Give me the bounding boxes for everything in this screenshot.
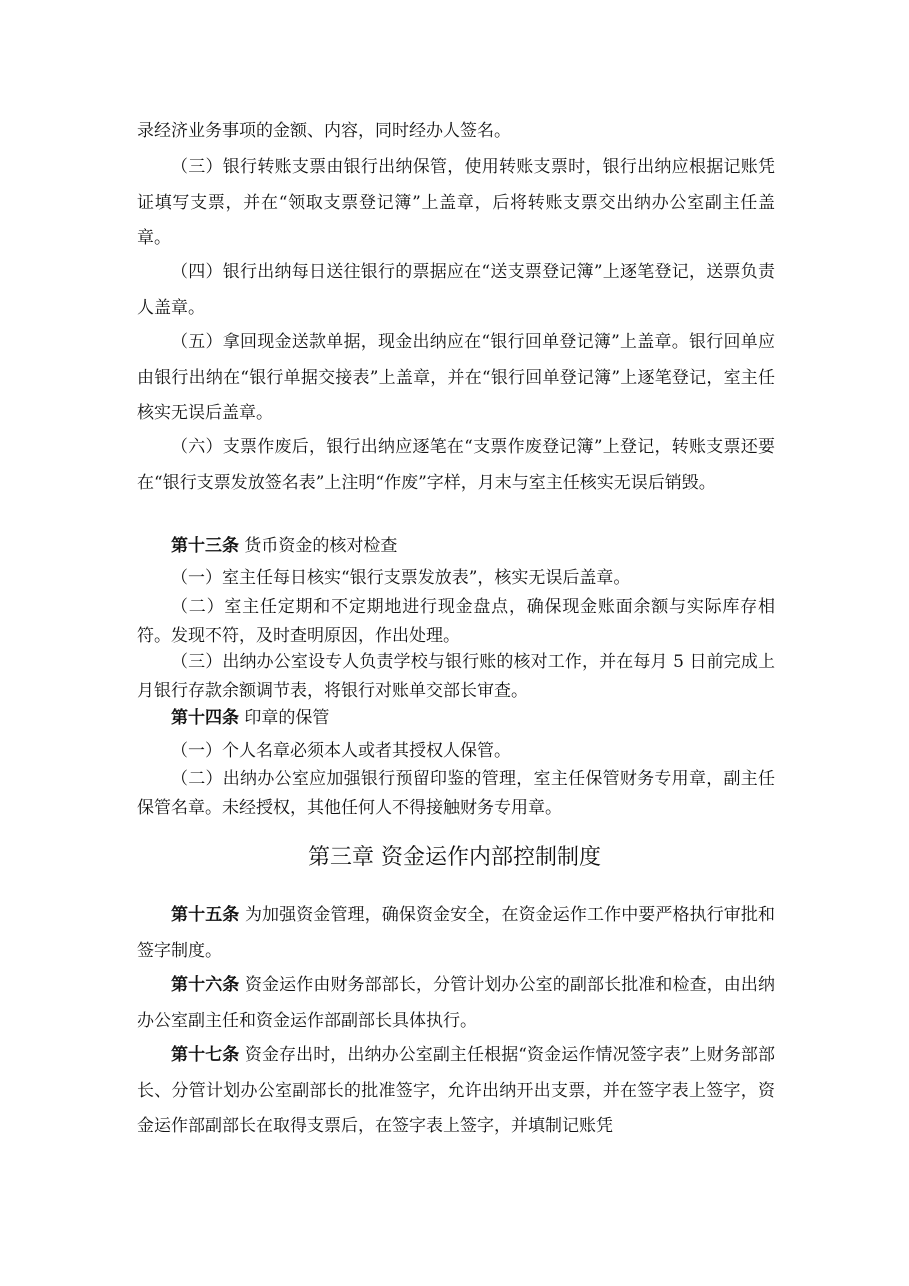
article-13-text: 货币资金的核对检查 <box>244 536 398 556</box>
paragraph-item-4-bill-delivery: （四）银行出纳每日送往银行的票据应在“送支票登记簿”上逐笔登记，送票负责人盖章。 <box>137 262 775 318</box>
paragraph-13-item-3: （三）出纳办公室设专人负责学校与银行账的核对工作，并在每月 5 日前完成上月银行存款余额调节表，将银行对账单交部长审查。 <box>137 652 775 701</box>
paragraph-13-item-1: （一）室主任每日核实“银行支票发放表”，核实无误后盖章。 <box>171 568 631 588</box>
paragraph-item-5-cash-receipt: （五）拿回现金送款单据，现金出纳应在“银行回单登记簿”上盖章。银行回单应由银行出纳在“银行单据交接表”上盖章，并在“银行回单登记簿”上逐笔登记，室主任核实无误后盖章。 <box>137 332 775 423</box>
article-17-label: 第十七条 <box>171 1045 240 1065</box>
article-13-label: 第十三条 <box>171 536 239 556</box>
article-15 <box>137 898 775 969</box>
article-16-label: 第十六条 <box>171 975 240 995</box>
article-14-heading <box>137 704 775 733</box>
paragraph-14-item-1: （一）个人名章必须本人或者其授权人保管。 <box>171 741 511 761</box>
article-17-text: 资金存出时，出纳办公室副主任根据“资金运作情况签字表”上财务部部长、分管计划办公室副部长的批准签字，允许出纳开出支票，并在签字表上签字，资金运作部副部长在取得支票后，在签字表上签字，并填制记账凭 <box>137 1045 775 1136</box>
paragraph-item-6-void-check: （六）支票作废后，银行出纳应逐笔在“支票作废登记簿”上登记，转账支票还要在“银行支票发放签名表”上注明“作废”字样，月末与室主任核实无误后销毁。 <box>137 437 775 493</box>
paragraph-item-3-check-custody: （三）银行转账支票由银行出纳保管，使用转账支票时，银行出纳应根据记账凭证填写支票，并在“领取支票登记簿”上盖章，后将转账支票交出纳办公室副主任盖章。 <box>137 157 775 248</box>
paragraph-14-item-2: （二）出纳办公室应加强银行预留印鉴的管理，室主任保管财务专用章，副主任保管名章。未经授权，其他任何人不得接触财务专用章。 <box>137 769 775 818</box>
chapter-title: 第三章 资金运作内部控制制度 <box>308 845 601 870</box>
article-17 <box>137 1038 775 1145</box>
article-14-label: 第十四条 <box>171 708 239 728</box>
article-14-text: 印章的保管 <box>244 708 330 728</box>
article-13-heading <box>137 532 775 561</box>
article-15-text: 为加强资金管理，确保资金安全，在资金运作工作中要严格执行审批和签字制度。 <box>137 905 776 961</box>
paragraph-continuation: 录经济业务事项的金额、内容，同时经办人签名。 <box>137 121 511 141</box>
article-15-label: 第十五条 <box>171 905 240 925</box>
article-16-text: 资金运作由财务部部长，分管计划办公室的副部长批准和检查，由出纳办公室副主任和资金运作部副部长具体执行。 <box>137 975 776 1031</box>
paragraph-13-item-2: （二）室主任定期和不定期地进行现金盘点，确保现金账面余额与实际库存相符。发现不符，及时查明原因，作出处理。 <box>137 597 775 646</box>
article-16 <box>137 968 775 1039</box>
